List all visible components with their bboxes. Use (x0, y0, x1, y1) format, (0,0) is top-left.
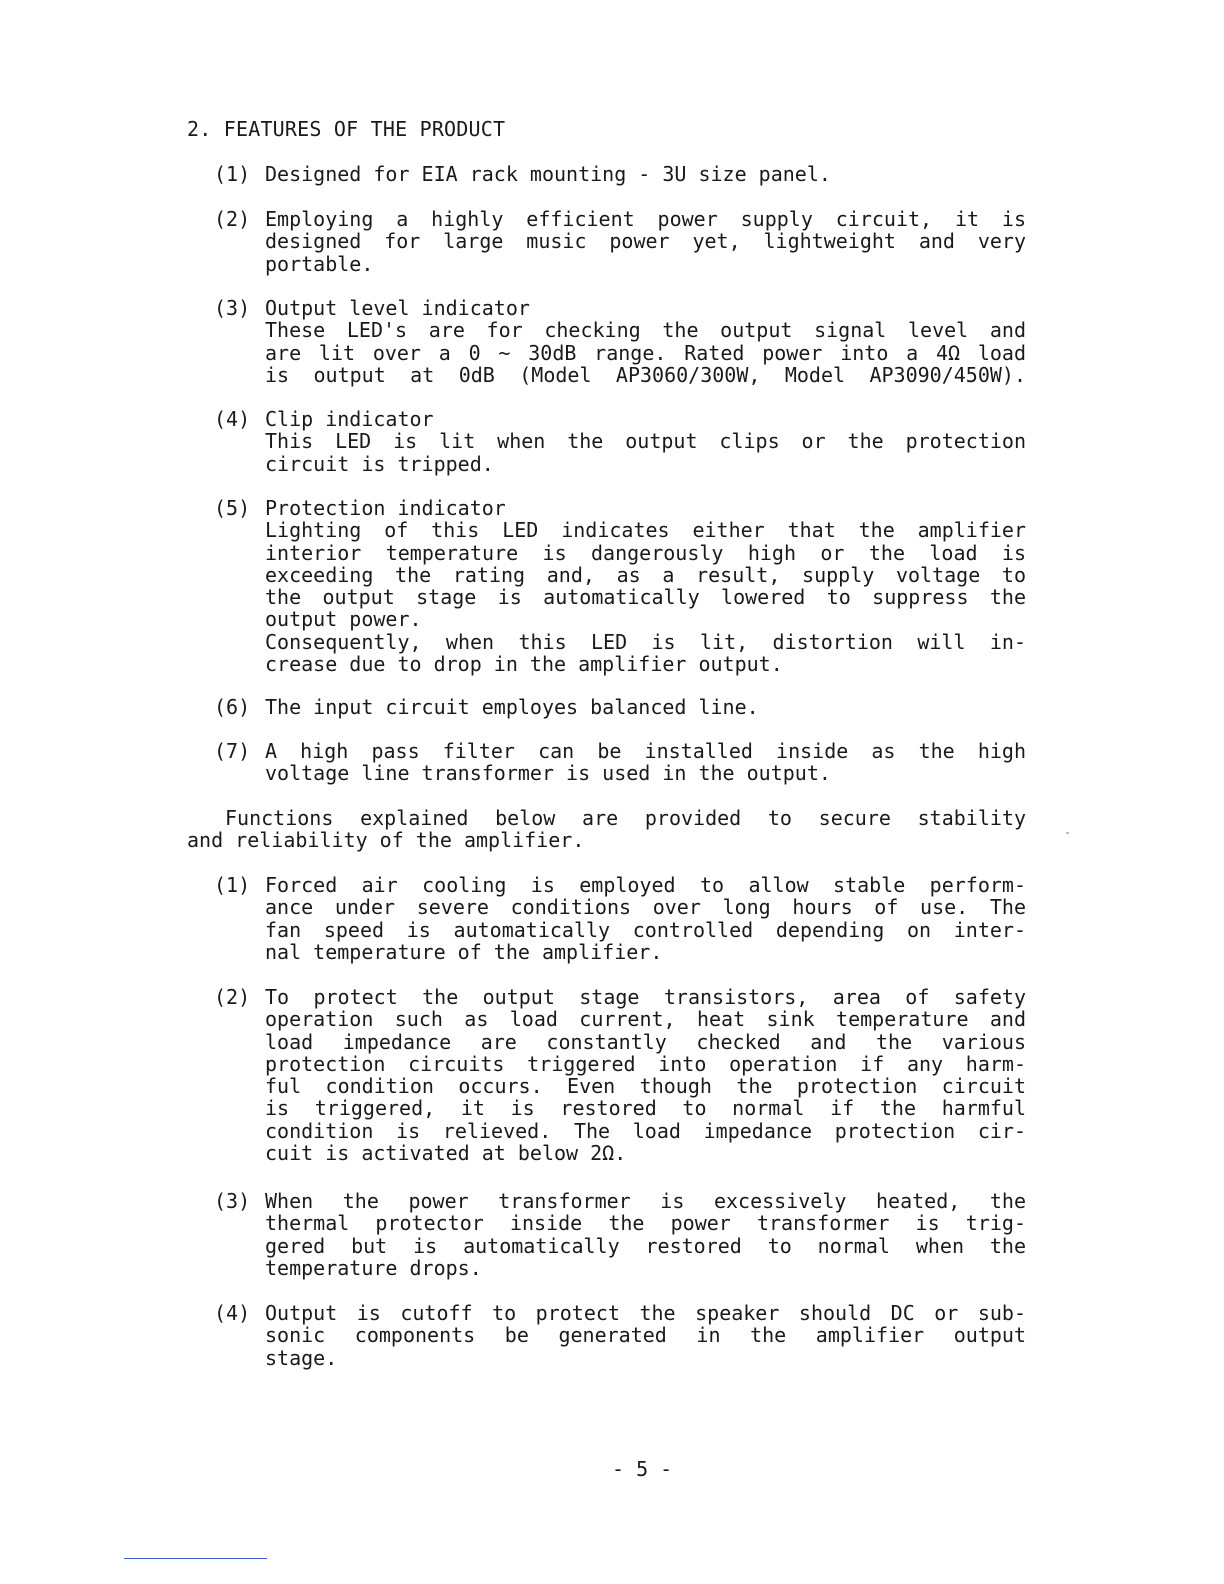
item-line: the output stage is automatically lowered to suppress the (265, 585, 1026, 610)
item-line: is output at 0dB (Model AP3060/300W, Model AP3090/450W). (265, 362, 1026, 387)
item-body (265, 874, 1026, 963)
feature-item-5 (214, 497, 1026, 675)
item-number: (3) (214, 1189, 251, 1213)
function-item-3 (214, 1190, 1026, 1279)
item-line: Consequently, when this LED is lit, distortion will in- (265, 629, 1026, 654)
item-line: designed for large music power yet, lightweight and very (265, 229, 1026, 254)
item-number: (4) (214, 407, 251, 431)
item-body (265, 163, 1026, 185)
item-line: portable. (265, 251, 374, 276)
item-line: Lighting of this LED indicates either that the amplifier (265, 518, 1026, 543)
function-item-4 (214, 1302, 1026, 1369)
item-line: exceeding the rating and, as a result, supply voltage to (265, 562, 1026, 587)
item-line: are lit over a 0 ~ 30dB range. Rated power into a 4Ω load (265, 340, 1026, 365)
section-heading: 2. FEATURES OF THE PRODUCT (187, 117, 506, 141)
item-line: output power. (265, 607, 422, 632)
item-body (265, 208, 1026, 275)
feature-item-7 (214, 740, 1026, 785)
item-line: stage. (265, 1345, 338, 1370)
item-line: To protect the output stage transistors, area of safety (265, 985, 1026, 1009)
item-line: The input circuit employes balanced line. (265, 695, 759, 719)
item-number: (5) (214, 496, 251, 520)
item-body (265, 1190, 1026, 1279)
item-line: sonic components be generated in the amplifier output (265, 1323, 1026, 1348)
feature-item-3 (214, 297, 1026, 386)
function-item-1 (214, 874, 1026, 963)
item-subheading: Protection indicator (265, 496, 506, 520)
item-line: load impedance are constantly checked and the various (265, 1029, 1026, 1054)
item-line: ful condition occurs. Even though the protection circuit (265, 1074, 1026, 1099)
function-item-2 (214, 986, 1026, 1164)
item-number: (3) (214, 296, 251, 320)
item-line: temperature drops. (265, 1255, 482, 1280)
intro-line: Functions explained below are provided to secure stability (225, 806, 1026, 830)
item-line: These LED's are for checking the output signal level and (265, 318, 1026, 343)
item-line: Forced air cooling is employed to allow stable perform- (265, 873, 1026, 897)
footer-rule (124, 1558, 267, 1559)
feature-item-1 (214, 163, 1026, 185)
item-line: Output is cutoff to protect the speaker should DC or sub- (265, 1301, 1026, 1325)
item-line: protection circuits triggered into operation if any harm- (265, 1051, 1026, 1076)
page-number: - 5 - (612, 1457, 673, 1481)
item-line: nal temperature of the amplifier. (265, 939, 663, 964)
item-line: crease due to drop in the amplifier output. (265, 652, 783, 677)
item-number: (7) (214, 739, 251, 763)
item-body (265, 408, 1026, 475)
item-line: interior temperature is dangerously high or the load is (265, 540, 1026, 565)
feature-item-6 (214, 696, 1026, 718)
item-body (265, 1302, 1026, 1369)
scan-speck (1066, 832, 1069, 834)
feature-item-2 (214, 208, 1026, 275)
item-subheading: Clip indicator (265, 407, 434, 431)
item-body (265, 740, 1026, 785)
item-line: condition is relieved. The load impedance protection cir- (265, 1118, 1026, 1143)
item-line: This LED is lit when the output clips or the protection (265, 429, 1026, 454)
item-line: circuit is tripped. (265, 451, 494, 476)
item-number: (1) (214, 162, 251, 186)
functions-intro (187, 807, 1026, 852)
item-body (265, 497, 1026, 675)
item-number: (4) (214, 1301, 251, 1325)
intro-line: and reliability of the amplifier. (187, 828, 585, 853)
item-line: gered but is automatically restored to normal when the (265, 1233, 1026, 1258)
item-line: fan speed is automatically controlled depending on inter- (265, 917, 1026, 942)
item-line: operation such as load current, heat sink temperature and (265, 1007, 1026, 1032)
item-line: A high pass filter can be installed inside as the high (265, 739, 1026, 763)
item-subheading: Output level indicator (265, 296, 530, 320)
item-line: ance under severe conditions over long hours of use. The (265, 895, 1026, 920)
item-line: Designed for EIA rack mounting - 3U size panel. (265, 162, 831, 186)
item-body (265, 297, 1026, 386)
item-number: (1) (214, 873, 251, 897)
item-line: cuit is activated at below 2Ω. (265, 1141, 627, 1166)
item-line: is triggered, it is restored to normal if the harmful (265, 1096, 1026, 1121)
feature-item-4 (214, 408, 1026, 475)
item-number: (2) (214, 207, 251, 231)
item-line: thermal protector inside the power transformer is trig- (265, 1211, 1026, 1236)
item-body (265, 696, 1026, 718)
item-line: voltage line transformer is used in the output. (265, 761, 831, 786)
item-line: When the power transformer is excessively heated, the (265, 1189, 1026, 1213)
item-body (265, 986, 1026, 1164)
item-number: (2) (214, 985, 251, 1009)
item-number: (6) (214, 695, 251, 719)
item-line: Employing a highly efficient power supply circuit, it is (265, 207, 1026, 231)
